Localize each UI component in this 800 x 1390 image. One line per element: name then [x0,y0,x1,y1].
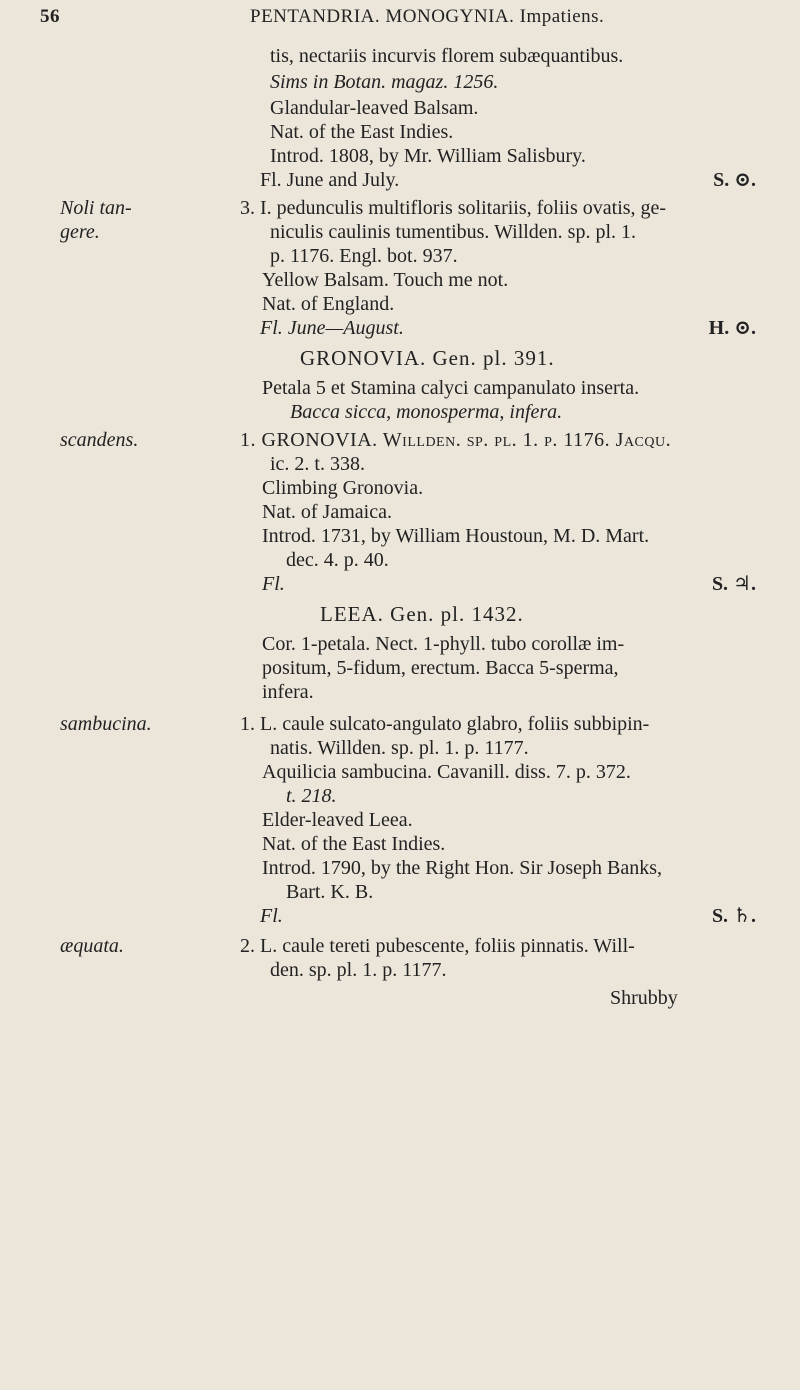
text-line: p. 1176. Engl. bot. 937. [270,245,458,267]
text-line: positum, 5-fidum, erectum. Bacca 5-sperma, [262,657,619,679]
text-line: Elder-leaved Leea. [262,809,413,831]
text-line: natis. Willden. sp. pl. 1. p. 1177. [270,737,529,759]
text-line: Yellow Balsam. Touch me not. [262,269,509,291]
text-line: Glandular-leaved Balsam. [270,97,479,119]
text-line: 3. I. pedunculis multifloris solitariis, foliis ovatis, ge- [240,197,667,219]
margin-label: æquata. [60,935,124,957]
habit-symbol: S. ♄. [711,905,756,927]
text-line: den. sp. pl. 1. p. 1177. [270,959,447,981]
text-line: Nat. of England. [262,293,395,315]
genus-heading: LEEA. Gen. pl. 1432. [320,602,524,626]
text-line: Nat. of the East Indies. [270,121,454,143]
text-line: Petala 5 et Stamina calyci campanulato inserta. [262,377,640,399]
habit-symbol: S. ♃. [711,573,756,595]
catchword: Shrubby [610,987,678,1009]
text-line: Fl. [260,905,283,927]
text-line: Cor. 1-petala. Nect. 1-phyll. tubo corollæ im- [262,633,625,655]
text-line: Nat. of the East Indies. [262,833,446,855]
text-line: 2. L. caule tereti pubescente, foliis pinnatis. Will- [240,935,635,957]
margin-label: sambucina. [60,713,152,735]
text-line: Sims in Botan. magaz. 1256. [270,71,499,93]
text-line: Fl. [262,573,285,595]
margin-label: scandens. [60,429,139,451]
text-line: Bart. K. B. [286,881,374,903]
running-head: PENTANDRIA. MONOGYNIA. Impatiens. [250,6,605,27]
text-line: t. 218. [286,785,337,807]
habit-symbol: H. ⊙. [708,317,756,339]
page-number: 56 [40,6,60,27]
text-line: Bacca sicca, monosperma, infera. [290,401,563,423]
text-line: niculis caulinis tumentibus. Willden. sp. pl. 1. [270,221,637,243]
text-line: Introd. 1731, by William Houstoun, M. D. Mart. [262,525,650,547]
text-line: 1. GRONOVIA. Willden. sp. pl. 1. p. 1176. Jacqu. [240,429,672,451]
text-line: Introd. 1790, by the Right Hon. Sir Joseph Banks, [262,857,662,879]
text-line: infera. [262,681,314,703]
text-line: Fl. June—August. [260,317,404,339]
text-line: tis, nectariis incurvis florem subæquantibus. [270,45,624,67]
text-line: Introd. 1808, by Mr. William Salisbury. [270,145,586,167]
text-line: Nat. of Jamaica. [262,501,392,523]
text-line: Fl. June and July. [260,169,400,191]
page-header [40,6,760,36]
text-line: 1. L. caule sulcato-angulato glabro, foliis subbipin- [240,713,650,735]
text-line: ic. 2. t. 338. [270,453,365,475]
habit-symbol: S. ⊙. [713,169,756,191]
text-line: Climbing Gronovia. [262,477,424,499]
genus-heading: GRONOVIA. Gen. pl. 391. [300,346,555,370]
text-line: Aquilicia sambucina. Cavanill. diss. 7. p. 372. [262,761,631,783]
margin-label: Noli tan- [60,197,132,219]
text-line: dec. 4. p. 40. [286,549,389,571]
margin-label: gere. [60,221,100,243]
